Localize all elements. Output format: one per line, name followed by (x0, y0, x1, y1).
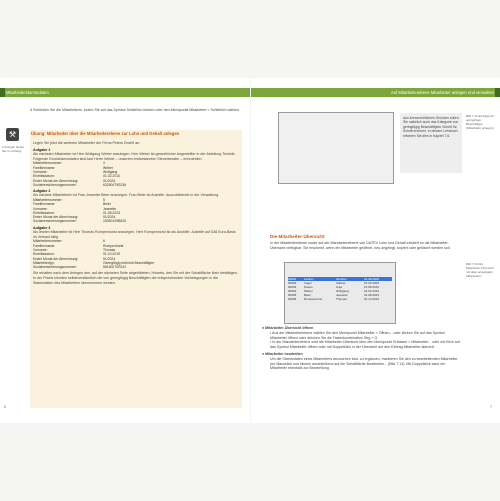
dialog-cell: Peters (304, 285, 313, 289)
dialog-cell: Anja (336, 285, 343, 289)
left-header-tab (0, 88, 5, 97)
field-label: Eintrittsdatum: (33, 210, 55, 215)
info-box (400, 113, 462, 173)
field-label: Eintrittsdatum: (33, 252, 55, 257)
dialog-cell: Thomas (336, 297, 347, 301)
field-label: Erster Monat der Abrechnung: (33, 215, 79, 220)
task3-title: Aufgabe 3 (33, 225, 51, 230)
dialog-cell: 01.08.2023 (364, 293, 380, 297)
section-title: Die Mitarbeiter-Übersicht (270, 234, 325, 239)
field-label: Familienname: (33, 243, 56, 248)
field-value: 01.02.2010 (103, 174, 120, 179)
task3-text: Als letzten Mitarbeiter ist Herr Thomas Rumpenhorst anzulegen. Herr Rumpenhorst ist als Aushilfe. Aushilfe auf 538 Euro-Basis im Verkauf tätig. (33, 229, 236, 239)
dialog-cell: 15.08.2015 (364, 285, 380, 289)
task1-title: Aufgabe 1 (33, 147, 51, 152)
bullet1-title: Mitarbeiter-Übersicht öffnen (265, 326, 314, 330)
task1-text: Als nächsten Mitarbeiter ist Herr Wolfgang Weber anzulegen. Herr Weber ist gewerblicher Angestellter in der Abteilung Technik. Folgende Grundstammdaten sind laut Herrn Weber – unserem erstbekannten Steuerberater – erforderlich: (33, 151, 236, 161)
field-value: 01/2024 (103, 178, 116, 183)
dialog-cell: Jeanette (336, 293, 348, 297)
left-header (0, 88, 250, 97)
bullet-icon: ■ (262, 326, 265, 330)
field-label: Sozialversicherungsnummer: (33, 182, 77, 187)
field-label: Mitarbeitertyp: (33, 260, 55, 265)
field-label: Sozialversicherungsnummer: (33, 265, 77, 270)
dialog-cell: 00002 (288, 281, 297, 285)
field-value: Beier (103, 202, 111, 207)
right-page-number: 7 (490, 404, 493, 409)
dialog-cell: Wolfgang (336, 289, 349, 293)
exercise-body (33, 141, 239, 286)
closing-text: Sie erhalten nach dem Anlegen den, auf der nächsten Seite abgebildeten, Hinweis, den Sie mit der Schaltfläche Nein bestätigen. In der Praxis könnten selbstverständlich die von geringfügig Beschäftigten die entsprechenden Vorbelegungen in die Stammdaten des Mitarbeiters übernommen werden. (33, 271, 238, 286)
bullet-section (262, 326, 462, 371)
field-label: Vorname: (33, 169, 48, 174)
dialog-list (285, 263, 395, 301)
margin-note: Lösungen finden Sie im Anhang (2, 145, 25, 153)
field-value: Thomas (103, 247, 116, 252)
task2-table (33, 198, 239, 224)
right-header (251, 88, 500, 97)
field-value: 01/2024 (103, 256, 116, 261)
dialog-cell: Günther (336, 277, 347, 281)
wrench-icon: ⚒ (6, 128, 19, 141)
field-row (33, 183, 239, 187)
dialog-cell: 00004 (288, 289, 297, 293)
step-text: Schließen Sie die Mitarbeiterin, indem Sie auf das Symbol Schließen klicken oder den Menüpunkt Mitarbeiter > Schließen wählen. (33, 108, 240, 112)
dialog-cell: Fischer (304, 277, 314, 281)
field-value: 63290479S236 (103, 182, 127, 187)
dialog-cell: 00001 (288, 277, 297, 281)
screenshot-dialog-1 (278, 112, 394, 184)
dialog-cell: 01.08.2006 (364, 277, 380, 281)
field-value: 01.08.2023 (103, 210, 120, 215)
field-label: Sozialversicherungsnummer: (33, 219, 77, 224)
field-label: Mitarbeiternummer: (33, 239, 63, 244)
field-label: Erster Monat der Abrechnung: (33, 256, 79, 261)
field-value: Wolfgang (103, 169, 118, 174)
field-row (33, 219, 239, 223)
dialog-cell: Vogel (304, 281, 312, 285)
bullet1-list (262, 331, 462, 350)
dialog-cell: 00006 (288, 297, 297, 301)
section-text-visible: In der Mitarbeiterebene sowie auf der Mandantenebene von DATEV Lohn und Gehalt existiert so die Mitarbeiter-Übersicht verfügbar. Sie erscheint, wenn ein Mitarbeiter geöffnet, neu angelegt, kopiert oder gelöscht werden soll. (270, 241, 451, 250)
dialog-cell: 01.02.2010 (364, 289, 380, 293)
caption-1: Bild 7.12 Einträge für geringfügig Beschäftigte (Mitarbeiter anlegen) (466, 114, 495, 130)
bullet2-title: Mitarbeiter bearbeiten (265, 351, 303, 356)
dialog-cell: 01.09.2009 (364, 281, 380, 285)
field-label: Erster Monat der Abrechnung: (33, 178, 79, 183)
field-value: 4 (103, 161, 105, 166)
step-number: 4 (30, 108, 32, 112)
field-value: Jeanette (103, 206, 117, 211)
mitarbeiter-uebersicht-dialog (284, 262, 396, 324)
dialog-cell: 00003 (288, 285, 297, 289)
field-value: 56150270R222 (103, 265, 127, 270)
field-label: Vorname: (33, 247, 48, 252)
info-box-text: Aus lizenzrechtlichen Gründen sollen Sie natürlich auch das Kategorie von geringfügig Beschäftigten Schritt für Schritt erlernen, in diesem Lehrbuch erfahren Sie dies in Kapitel 7.6. (403, 116, 459, 138)
field-label: Familienname: (33, 165, 56, 170)
left-header-title: Mitarbeiterstammdaten (6, 90, 49, 95)
field-value: 5 (103, 197, 105, 202)
step-4 (30, 108, 242, 113)
task1-table (33, 161, 239, 187)
right-header-title: Auf Mitarbeiterebene Mitarbeiter anlegen und verwalten (390, 90, 494, 95)
task2-title: Aufgabe 2 (33, 189, 51, 194)
right-header-tab (495, 88, 500, 97)
field-label: Mitarbeiternummer: (33, 161, 63, 166)
dialog-cell: 01.10.2019 (364, 297, 380, 301)
dialog-cell: Beier (304, 293, 312, 297)
field-value: 6 (103, 239, 105, 244)
exercise-title: Übung: Mitarbeiter über die Mitarbeiterebene zur Lohn und Gehalt anlegen (31, 131, 180, 136)
exercise-intro: Legen Sie jetzt die weiteren Mitarbeiter der Firma Peters GmbH an: (33, 141, 141, 145)
bullet1-item: • Aus der Mitarbeiterebene wählen Sie den Menüpunkt Mitarbeiter > Öffnen... oder klicken Sie auf das Symbol Mitarbeiter öffnen oder drücken Sie die Tastenkombination Strg + O. (270, 330, 445, 340)
bullet2-text: Um die Stammdaten eines Mitarbeiters anzusehen bzw. zu ergänzen, markieren Sie den zu bearbeitenden Mitarbeiter per Mausklick und klicken anschließend auf die Schaltfläche Bearbeiten... (Bild 7.13). Mit Doppelklick kann ein Mitarbeiter ebenfalls zur Bearbeitung (270, 356, 458, 371)
dialog-cell: Sabine (336, 281, 346, 285)
field-label: Vorname: (33, 206, 48, 211)
task2-text: Als nächste Mitarbeiterin ist Frau Jeanette Beier anzulegen. Frau Beier ist Aushilfe. Auszubildende in der Verwaltung. (33, 193, 220, 198)
field-value: Geringfügig entlohnt Beschäftigter (103, 260, 155, 265)
dialog-cell: 00005 (288, 293, 297, 297)
field-value: 15050109B525 (103, 219, 127, 224)
field-label: Mitarbeiternummer: (33, 197, 63, 202)
field-value: 01.10.2019 (103, 252, 120, 257)
field-row (33, 265, 239, 269)
bullet-icon: ■ (262, 351, 265, 356)
dialog-cell: Weber (304, 289, 313, 293)
bullet1-item: • In der Mandantenebene wird die Mitarbeiter-Übersicht über den Menüpunkt Erfassen > Mitarbeiter... oder mit Klick auf das Symbol Mitarbeiter öffnen oder mit Doppelklick in der Übersicht auf den Eintrag Mitarbeiter aktiviert. (270, 340, 460, 350)
caption-2: Bild 7.13 Die Mitarbeiter-Übersicht mit allen angelegten Mitarbeitern (466, 262, 494, 278)
field-value: 01/2024 (103, 215, 116, 220)
field-value: Rumpenhorst (103, 243, 124, 248)
left-page-number: 6 (4, 404, 7, 409)
field-label: Eintrittsdatum: (33, 174, 55, 179)
dialog-cell: Rumpenhorst (304, 297, 323, 301)
field-label: Familienname: (33, 202, 56, 207)
dialog-row[interactable] (288, 297, 392, 301)
task3-table (33, 239, 239, 269)
field-value: Weber (103, 165, 113, 170)
